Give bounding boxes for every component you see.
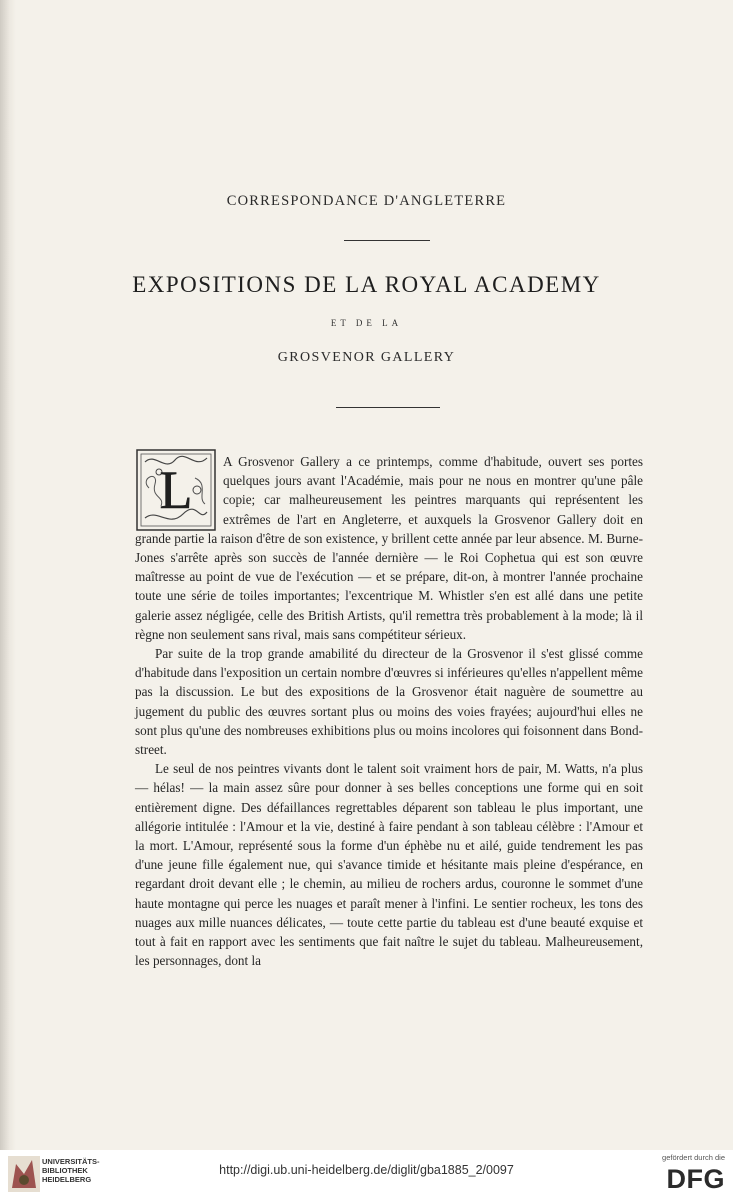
dropcap-letter: L	[159, 460, 193, 520]
funding-caption: gefördert durch die	[662, 1153, 725, 1162]
library-name-line: HEIDELBERG	[42, 1175, 92, 1184]
permalink-url[interactable]: http://digi.ub.uni-heidelberg.de/diglit/gba1885_2/0097	[219, 1163, 514, 1177]
library-name-line: BIBLIOTHEK	[42, 1166, 88, 1175]
article-title: EXPOSITIONS DE LA ROYAL ACADEMY	[132, 272, 601, 297]
title-divider-top	[344, 240, 430, 241]
library-name-line: UNIVERSITÄTS-	[42, 1157, 100, 1166]
subtitle-connector: ET DE LA	[330, 318, 403, 328]
article-body	[135, 452, 643, 970]
dfg-logo: DFG	[666, 1164, 725, 1194]
article-subtitle: GROSVENOR GALLERY	[277, 350, 456, 365]
title-divider-bottom	[336, 407, 440, 408]
page-fold-shadow	[0, 0, 16, 1150]
paragraph-2: Par suite de la trop grande amabilité du directeur de la Grosvenor il s'est glissé comme d'habitude dans l'exposition un certain nombre d'œuvres si inférieures qu'elles n'appellent même pas la discussion. Le but des expositions de la Grosvenor était naguère de soumettre au jugement du public des œuvres sortant plus ou moins des voies frayées; aujourd'hui elles ne sont plus qu'une des nombreuses exhibitions plus ou moins incolores qui foisonnent dans Bond-street.	[135, 646, 643, 758]
paragraph-1: A Grosvenor Gallery a ce printemps, comme d'habitude, ouvert ses portes quelques jours avant l'Académie, mais pour ne nous en montrer qu'une pâle copie; car malheureusement les peintres marquants qui représentent les extrêmes de l'art en Angleterre, et auxquels la Grosvenor Gallery doit en grande partie la raison d'être de son existence, y brillent cette année par leur absence. M. Burne-Jones s'arrête après son succès de l'année dernière — le Roi Cophetua qui est son œuvre maîtresse au point de vue de l'exécution — et se prépare, dit-on, à montrer l'année prochaine toute une série de toiles importantes; l'excentrique M. Whistler s'en est allé dans une petite galerie assez négligée, celle des British Artists, qu'il remettra très probablement à la mode; là il règne non seulement sans rival, mais sans compétiteur sérieux.	[135, 454, 643, 642]
section-title: CORRESPONDANCE D'ANGLETERRE	[226, 193, 507, 209]
viewer-footer	[0, 1150, 733, 1197]
paragraph-3: Le seul de nos peintres vivants dont le talent soit vraiment hors de pair, M. Watts, n'a plus — hélas! — la main assez sûre pour donner à ses belles conceptions une forme qui en soit entièrement digne. Des défaillances regrettables déparent son tableau le plus important, une allégorie intitulée : l'Amour et la vie, destiné à faire pendant à son tableau célèbre : l'Amour et la mort. L'Amour, représenté sous la forme d'un éphèbe nu et ailé, guide tendrement les pas d'une jeune fille également nue, qui s'avance timide et hésitante mais pleine d'espérance, en regardant droit devant elle ; le chemin, au milieu de rochers ardus, couronne le sommet d'une haute montagne qui perce les nuages et paraît mener à l'infini. Le sentier rocheux, les tons des nuages aux mille nuances délicates, — toute cette partie du tableau est d'une beauté exquise et tout à fait en rapport avec les sentiments que fait naître le sujet du tableau. Malheureusement, les personnages, dont la	[135, 761, 643, 969]
